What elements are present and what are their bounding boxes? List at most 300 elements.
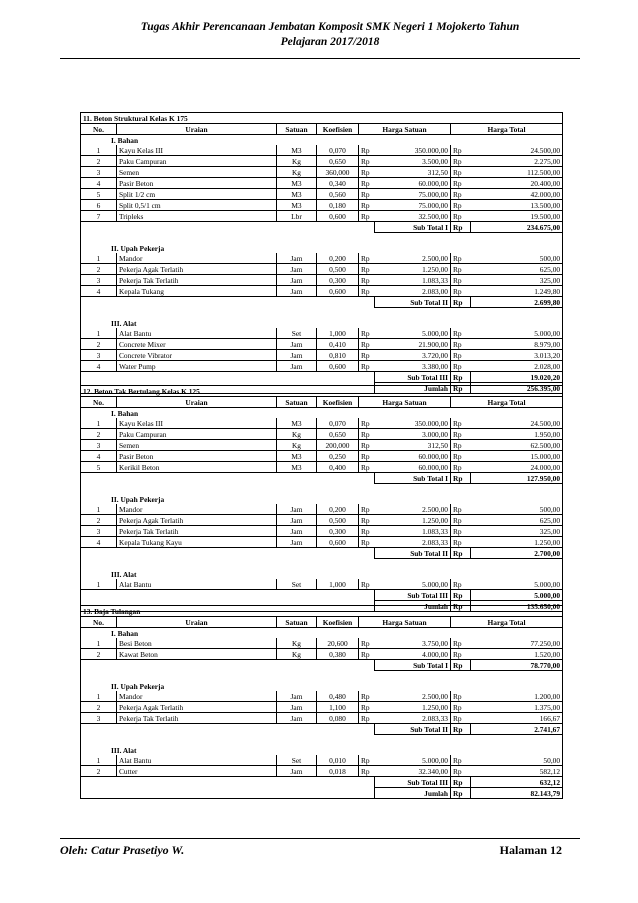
table-row: [81, 178, 563, 189]
row-harga-satuan: 1.250,00: [375, 702, 451, 713]
column-header-harga-satuan: Harga Satuan: [359, 124, 451, 135]
row-harga-total: 1.520,00: [471, 649, 563, 660]
row-harga-satuan: 1.083,33: [375, 275, 451, 286]
row-harga-satuan: 32.340,00: [375, 766, 451, 777]
row-satuan: M3: [277, 462, 317, 473]
row-currency: Rp: [359, 638, 375, 649]
jumlah-currency: Rp: [451, 383, 471, 394]
row-harga-total: 1.375,00: [471, 702, 563, 713]
column-header-uraian: Uraian: [117, 397, 277, 408]
row-koefisien: 0,600: [317, 361, 359, 372]
subtotal-value: 2.700,00: [471, 548, 563, 559]
row-uraian: Pekerja Tak Terlatih: [117, 275, 277, 286]
table-row: [81, 429, 563, 440]
row-uraian: Semen: [117, 167, 277, 178]
row-harga-total: 50,00: [471, 755, 563, 766]
row-harga-satuan: 4.000,00: [375, 649, 451, 660]
table-row: [81, 211, 563, 222]
row-koefisien: 0,560: [317, 189, 359, 200]
jumlah-currency: Rp: [451, 601, 471, 612]
row-harga-total: 13.500,00: [471, 200, 563, 211]
row-harga-satuan: 312,50: [375, 167, 451, 178]
row-koefisien: 0,200: [317, 504, 359, 515]
section-gap: [81, 559, 563, 570]
row-koefisien: 0,200: [317, 253, 359, 264]
subtotal-spacer: [81, 590, 375, 601]
row-satuan: Kg: [277, 638, 317, 649]
row-harga-total: 500,00: [471, 504, 563, 515]
row-currency: Rp: [359, 429, 375, 440]
row-koefisien: 1,000: [317, 579, 359, 590]
row-satuan: Jam: [277, 350, 317, 361]
row-satuan: Kg: [277, 167, 317, 178]
subtotal-value: 5.000,00: [471, 590, 563, 601]
row-currency: Rp: [359, 264, 375, 275]
table-row: [81, 440, 563, 451]
column-header-uraian: Uraian: [117, 617, 277, 628]
column-header-harga-satuan: Harga Satuan: [359, 397, 451, 408]
row-harga-total: 5.000,00: [471, 579, 563, 590]
row-number: 3: [81, 350, 117, 361]
table-title: 11. Beton Struktural Kelas K 175: [81, 113, 563, 124]
row-uraian: Paku Campuran: [117, 429, 277, 440]
row-harga-total: 325,00: [471, 526, 563, 537]
row-number: 2: [81, 515, 117, 526]
jumlah-spacer: [81, 788, 375, 799]
row-harga-total: 42.000,00: [471, 189, 563, 200]
row-koefisien: 0,300: [317, 526, 359, 537]
row-number: 2: [81, 339, 117, 350]
row-koefisien: 200,000: [317, 440, 359, 451]
row-uraian: Pekerja Tak Terlatih: [117, 526, 277, 537]
row-satuan: Set: [277, 579, 317, 590]
row-currency: Rp: [451, 440, 471, 451]
row-uraian: Water Pump: [117, 361, 277, 372]
row-number: 2: [81, 649, 117, 660]
row-uraian: Pasir Beton: [117, 178, 277, 189]
subtotal-value: 78.770,00: [471, 660, 563, 671]
row-number: 1: [81, 328, 117, 339]
row-harga-total: 15.000,00: [471, 451, 563, 462]
subtotal-currency: Rp: [451, 372, 471, 383]
footer-page-number: Halaman 12: [499, 843, 562, 857]
table-row: [81, 766, 563, 777]
column-header-koefisien: Koefisien: [317, 617, 359, 628]
row-uraian: Tripleks: [117, 211, 277, 222]
subtotal-value: 234.675,00: [471, 222, 563, 233]
row-koefisien: 0,410: [317, 339, 359, 350]
subtotal-currency: Rp: [451, 590, 471, 601]
row-satuan: Jam: [277, 504, 317, 515]
row-uraian: Concrete Mixer: [117, 339, 277, 350]
subtotal-currency: Rp: [451, 777, 471, 788]
row-satuan: Jam: [277, 702, 317, 713]
row-currency: Rp: [359, 275, 375, 286]
row-harga-total: 8.979,00: [471, 339, 563, 350]
row-currency: Rp: [359, 440, 375, 451]
header-title-line2: Pelajaran 2017/2018: [280, 36, 380, 48]
row-uraian: Pekerja Agak Terlatih: [117, 264, 277, 275]
row-satuan: Kg: [277, 649, 317, 660]
table-row: [81, 339, 563, 350]
row-number: 1: [81, 755, 117, 766]
row-currency: Rp: [359, 691, 375, 702]
row-currency: Rp: [359, 713, 375, 724]
row-currency: Rp: [359, 145, 375, 156]
row-currency: Rp: [359, 167, 375, 178]
row-number: 1: [81, 253, 117, 264]
row-currency: Rp: [451, 418, 471, 429]
section-label: II. Upah Pekerja: [81, 243, 277, 253]
subtotal-value: 2.741,67: [471, 724, 563, 735]
row-harga-satuan: 1.250,00: [375, 515, 451, 526]
column-header-harga-total: Harga Total: [451, 397, 563, 408]
row-number: 3: [81, 275, 117, 286]
row-harga-satuan: 75.000,00: [375, 189, 451, 200]
section-label: I. Bahan: [81, 628, 277, 639]
table-row: [81, 755, 563, 766]
section-gap: [81, 233, 563, 244]
row-number: 1: [81, 418, 117, 429]
row-satuan: M3: [277, 451, 317, 462]
table-row: [81, 286, 563, 297]
row-uraian: Pekerja Agak Terlatih: [117, 515, 277, 526]
analysis-table: [80, 605, 563, 799]
row-number: 1: [81, 638, 117, 649]
row-koefisien: 0,600: [317, 286, 359, 297]
row-koefisien: 1,100: [317, 702, 359, 713]
table-row: [81, 253, 563, 264]
row-harga-total: 1.200,00: [471, 691, 563, 702]
subtotal-value: 2.699,80: [471, 297, 563, 308]
table-row: [81, 264, 563, 275]
row-uraian: Mandor: [117, 253, 277, 264]
row-satuan: Kg: [277, 429, 317, 440]
subtotal-spacer: [81, 473, 375, 484]
row-harga-total: 77.250,00: [471, 638, 563, 649]
row-currency: Rp: [359, 579, 375, 590]
row-uraian: Semen: [117, 440, 277, 451]
row-uraian: Kayu Kelas III: [117, 418, 277, 429]
row-harga-satuan: 60.000,00: [375, 178, 451, 189]
row-satuan: Set: [277, 328, 317, 339]
section-gap: [81, 484, 563, 495]
row-currency: Rp: [451, 713, 471, 724]
row-harga-total: 20.400,00: [471, 178, 563, 189]
row-currency: Rp: [451, 755, 471, 766]
row-satuan: M3: [277, 145, 317, 156]
jumlah-value: 256.395,00: [471, 383, 563, 394]
row-harga-total: 325,00: [471, 275, 563, 286]
column-header-satuan: Satuan: [277, 124, 317, 135]
table-row: [81, 361, 563, 372]
row-harga-total: 625,00: [471, 264, 563, 275]
page-header: [60, 20, 600, 50]
row-koefisien: 0,340: [317, 178, 359, 189]
row-currency: Rp: [451, 515, 471, 526]
header-title-line1: Tugas Akhir Perencanaan Jembatan Komposit SMK Negeri 1 Mojokerto Tahun: [140, 21, 520, 33]
row-satuan: Jam: [277, 264, 317, 275]
row-koefisien: 20,600: [317, 638, 359, 649]
row-currency: Rp: [359, 189, 375, 200]
row-number: 4: [81, 361, 117, 372]
row-currency: Rp: [451, 537, 471, 548]
row-koefisien: 0,300: [317, 275, 359, 286]
row-satuan: Jam: [277, 526, 317, 537]
section-spacer: [277, 745, 563, 755]
row-number: 6: [81, 200, 117, 211]
row-currency: Rp: [451, 211, 471, 222]
row-harga-satuan: 3.720,00: [375, 350, 451, 361]
row-currency: Rp: [359, 350, 375, 361]
table-row: [81, 328, 563, 339]
row-currency: Rp: [359, 451, 375, 462]
subtotal-currency: Rp: [451, 297, 471, 308]
table-row: [81, 350, 563, 361]
row-uraian: Split 0,5/1 cm: [117, 200, 277, 211]
jumlah-value: 135.650,00: [471, 601, 563, 612]
row-number: 3: [81, 167, 117, 178]
jumlah-label: Jumlah: [375, 601, 451, 612]
row-currency: Rp: [359, 328, 375, 339]
table-title: 12. Beton Tak Bertulang Kelas K 125: [81, 386, 563, 397]
footer-author: Oleh: Catur Prasetiyo W.: [60, 843, 185, 857]
row-harga-satuan: 5.000,00: [375, 755, 451, 766]
row-currency: Rp: [359, 515, 375, 526]
row-koefisien: 0,500: [317, 515, 359, 526]
table-row: [81, 691, 563, 702]
row-currency: Rp: [451, 350, 471, 361]
row-currency: Rp: [451, 702, 471, 713]
subtotal-spacer: [81, 372, 375, 383]
section-label: III. Alat: [81, 569, 277, 579]
row-number: 2: [81, 264, 117, 275]
subtotal-spacer: [81, 660, 375, 671]
row-harga-total: 2.275,00: [471, 156, 563, 167]
row-uraian: Split 1/2 cm: [117, 189, 277, 200]
section-spacer: [277, 243, 563, 253]
table-title: 13. Baja Tulangan: [81, 606, 563, 617]
column-header-harga-satuan: Harga Satuan: [359, 617, 451, 628]
row-satuan: M3: [277, 178, 317, 189]
row-satuan: Jam: [277, 515, 317, 526]
subtotal-currency: Rp: [451, 222, 471, 233]
header-divider: [60, 58, 580, 59]
table-row: [81, 515, 563, 526]
row-number: 3: [81, 713, 117, 724]
subtotal-spacer: [81, 777, 375, 788]
row-currency: Rp: [359, 200, 375, 211]
jumlah-value: 82.143,79: [471, 788, 563, 799]
row-harga-total: 5.000,00: [471, 328, 563, 339]
row-satuan: Jam: [277, 286, 317, 297]
row-uraian: Pasir Beton: [117, 451, 277, 462]
subtotal-value: 127.950,00: [471, 473, 563, 484]
row-koefisien: 0,250: [317, 451, 359, 462]
row-harga-total: 2.028,00: [471, 361, 563, 372]
row-satuan: Kg: [277, 156, 317, 167]
row-harga-satuan: 1.083,33: [375, 526, 451, 537]
table-row: [81, 713, 563, 724]
row-harga-total: 625,00: [471, 515, 563, 526]
row-koefisien: 0,080: [317, 713, 359, 724]
section-gap: [81, 735, 563, 746]
row-harga-satuan: 2.500,00: [375, 691, 451, 702]
table-row: [81, 189, 563, 200]
row-number: 4: [81, 537, 117, 548]
row-uraian: Alat Bantu: [117, 755, 277, 766]
section-spacer: [277, 318, 563, 328]
section-gap: [81, 308, 563, 319]
subtotal-label: Sub Total II: [375, 297, 451, 308]
row-satuan: Jam: [277, 691, 317, 702]
row-currency: Rp: [451, 156, 471, 167]
row-uraian: Paku Campuran: [117, 156, 277, 167]
subtotal-label: Sub Total III: [375, 777, 451, 788]
section-spacer: [277, 681, 563, 691]
row-currency: Rp: [451, 200, 471, 211]
row-currency: Rp: [359, 211, 375, 222]
row-uraian: Pekerja Agak Terlatih: [117, 702, 277, 713]
row-satuan: Jam: [277, 339, 317, 350]
column-header-koefisien: Koefisien: [317, 397, 359, 408]
row-koefisien: 0,018: [317, 766, 359, 777]
row-satuan: M3: [277, 200, 317, 211]
row-number: 4: [81, 286, 117, 297]
column-header-harga-total: Harga Total: [451, 124, 563, 135]
row-harga-satuan: 5.000,00: [375, 579, 451, 590]
row-number: 1: [81, 691, 117, 702]
row-currency: Rp: [451, 253, 471, 264]
row-koefisien: 0,500: [317, 264, 359, 275]
row-koefisien: 0,600: [317, 211, 359, 222]
row-currency: Rp: [451, 189, 471, 200]
row-currency: Rp: [451, 526, 471, 537]
row-currency: Rp: [451, 766, 471, 777]
row-currency: Rp: [451, 451, 471, 462]
row-currency: Rp: [451, 286, 471, 297]
row-currency: Rp: [451, 178, 471, 189]
row-currency: Rp: [359, 766, 375, 777]
row-harga-total: 166,67: [471, 713, 563, 724]
row-currency: Rp: [451, 145, 471, 156]
row-satuan: Jam: [277, 537, 317, 548]
row-currency: Rp: [359, 178, 375, 189]
row-currency: Rp: [451, 579, 471, 590]
row-koefisien: 0,070: [317, 145, 359, 156]
jumlah-label: Jumlah: [375, 788, 451, 799]
subtotal-label: Sub Total I: [375, 660, 451, 671]
row-currency: Rp: [451, 361, 471, 372]
row-currency: Rp: [451, 691, 471, 702]
table-row: [81, 462, 563, 473]
row-currency: Rp: [359, 286, 375, 297]
row-harga-satuan: 21.900,00: [375, 339, 451, 350]
subtotal-label: Sub Total III: [375, 590, 451, 601]
row-uraian: Kepala Tukang: [117, 286, 277, 297]
subtotal-label: Sub Total I: [375, 473, 451, 484]
row-harga-satuan: 350.000,00: [375, 418, 451, 429]
row-satuan: Kg: [277, 440, 317, 451]
row-satuan: Jam: [277, 361, 317, 372]
row-number: 1: [81, 145, 117, 156]
subtotal-currency: Rp: [451, 473, 471, 484]
row-koefisien: 1,000: [317, 328, 359, 339]
table-row: [81, 418, 563, 429]
row-currency: Rp: [359, 755, 375, 766]
jumlah-currency: Rp: [451, 788, 471, 799]
row-satuan: Lbr: [277, 211, 317, 222]
column-header-uraian: Uraian: [117, 124, 277, 135]
column-header-satuan: Satuan: [277, 617, 317, 628]
row-uraian: Kawat Beton: [117, 649, 277, 660]
row-harga-total: 3.013,20: [471, 350, 563, 361]
section-label: I. Bahan: [81, 408, 277, 419]
row-currency: Rp: [359, 702, 375, 713]
column-header-satuan: Satuan: [277, 397, 317, 408]
row-harga-satuan: 1.250,00: [375, 264, 451, 275]
section-label: II. Upah Pekerja: [81, 681, 277, 691]
analysis-table: [80, 112, 563, 394]
row-harga-satuan: 75.000,00: [375, 200, 451, 211]
row-number: 2: [81, 429, 117, 440]
row-harga-total: 19.500,00: [471, 211, 563, 222]
row-harga-satuan: 60.000,00: [375, 462, 451, 473]
row-harga-satuan: 2.500,00: [375, 253, 451, 264]
row-uraian: Alat Bantu: [117, 579, 277, 590]
row-harga-total: 1.250,00: [471, 537, 563, 548]
row-currency: Rp: [359, 253, 375, 264]
row-currency: Rp: [451, 462, 471, 473]
table-row: [81, 537, 563, 548]
row-number: 2: [81, 766, 117, 777]
table-row: [81, 526, 563, 537]
row-currency: Rp: [451, 429, 471, 440]
table-row: [81, 200, 563, 211]
subtotal-currency: Rp: [451, 548, 471, 559]
row-uraian: Cutter: [117, 766, 277, 777]
row-harga-satuan: 5.000,00: [375, 328, 451, 339]
row-currency: Rp: [451, 167, 471, 178]
row-number: 1: [81, 579, 117, 590]
subtotal-spacer: [81, 297, 375, 308]
row-harga-satuan: 3.380,00: [375, 361, 451, 372]
section-label: III. Alat: [81, 745, 277, 755]
row-koefisien: 0,180: [317, 200, 359, 211]
row-harga-satuan: 32.500,00: [375, 211, 451, 222]
row-number: 5: [81, 189, 117, 200]
row-currency: Rp: [359, 537, 375, 548]
row-number: 3: [81, 440, 117, 451]
row-koefisien: 0,010: [317, 755, 359, 766]
row-number: 4: [81, 451, 117, 462]
row-currency: Rp: [451, 504, 471, 515]
subtotal-currency: Rp: [451, 724, 471, 735]
row-currency: Rp: [359, 418, 375, 429]
row-harga-satuan: 2.083,00: [375, 286, 451, 297]
row-harga-total: 1.249,80: [471, 286, 563, 297]
row-number: 3: [81, 526, 117, 537]
row-harga-total: 24.000,00: [471, 462, 563, 473]
subtotal-label: Sub Total I: [375, 222, 451, 233]
row-koefisien: 0,480: [317, 691, 359, 702]
table-row: [81, 167, 563, 178]
table-row: [81, 649, 563, 660]
subtotal-currency: Rp: [451, 660, 471, 671]
row-currency: Rp: [451, 638, 471, 649]
column-header-no: No.: [81, 397, 117, 408]
row-number: 2: [81, 702, 117, 713]
